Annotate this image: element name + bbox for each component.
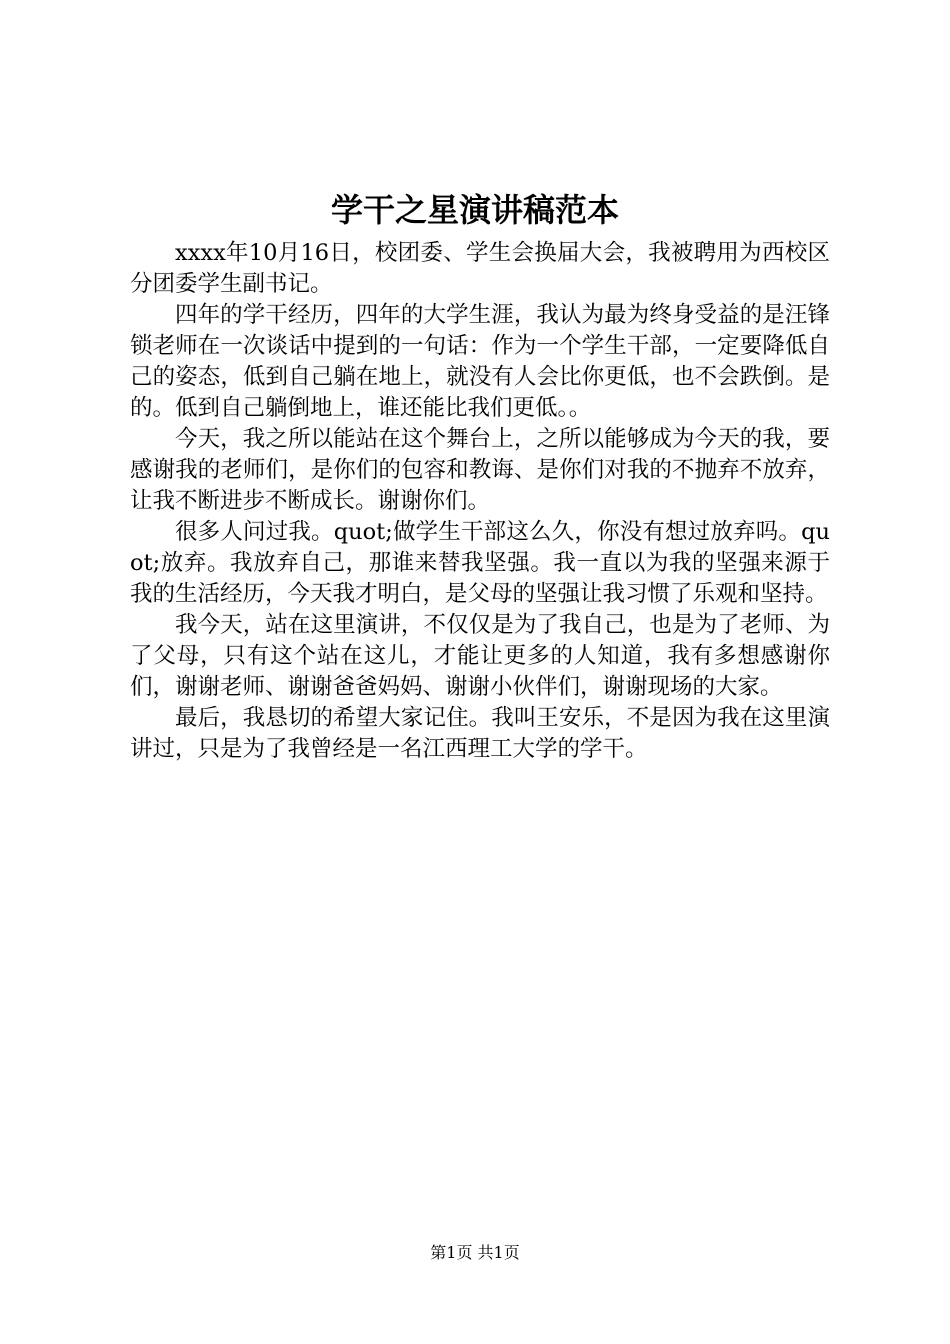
paragraph-4: 很多人问过我。quot;做学生干部这么久，你没有想过放弃吗。quot;放弃。我放弃自己，那谁来替我坚强。我一直以为我的坚强来源于我的生活经历，今天我才明白，是父母的坚强让我习惯了乐观和坚持。 bbox=[130, 519, 830, 607]
paragraph-6: 最后，我恳切的希望大家记住。我叫王安乐，不是因为我在这里演讲过，只是为了我曾经是一名江西理工大学的学干。 bbox=[130, 705, 830, 762]
paragraph-2: 四年的学干经历，四年的大学生涯，我认为最为终身受益的是汪锋锁老师在一次谈话中提到的一句话：作为一个学生干部，一定要降低自己的姿态，低到自己躺在地上，就没有人会比你更低，也不会跌倒。是的。低到自己躺倒地上，谁还能比我们更低。。 bbox=[130, 302, 830, 421]
page-footer: 第1页 共1页 bbox=[430, 1243, 520, 1262]
paragraph-3: 今天，我之所以能站在这个舞台上，之所以能够成为今天的我，要感谢我的老师们，是你们的包容和教诲、是你们对我的不抛弃不放弃，让我不断进步不断成长。谢谢你们。 bbox=[130, 426, 830, 514]
document-body bbox=[130, 238, 830, 765]
document-title: 学干之星演讲稿范本 bbox=[330, 191, 619, 229]
paragraph-5: 我今天，站在这里演讲，不仅仅是为了我自己，也是为了老师、为了父母，只有这个站在这儿，才能让更多的人知道，我有多想感谢你们，谢谢老师、谢谢爸爸妈妈、谢谢小伙伴们，谢谢现场的大家。 bbox=[130, 612, 830, 700]
paragraph-1: xxxx年10月16日，校团委、学生会换届大会，我被聘用为西校区分团委学生副书记。 bbox=[130, 240, 830, 297]
